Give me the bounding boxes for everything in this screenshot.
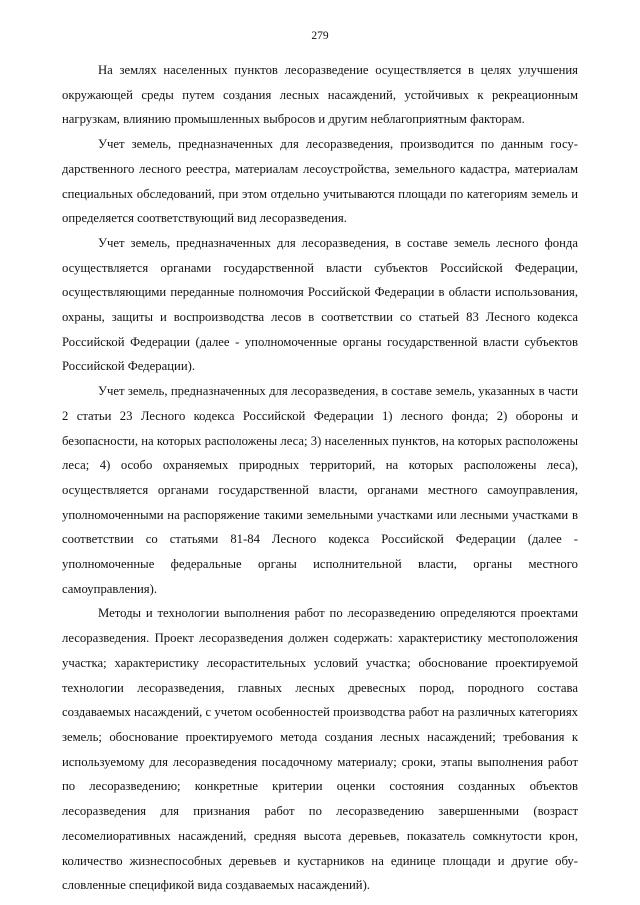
paragraph: Методы и технологии выполнения работ по лесоразведению определяются проектами лесоразведения. Проект лесоразведения должен содержать: характеристику местоположения участка; характеристику лесорастительных условий участка; обоснование проектируемой технологии лесоразведения, главных лесных древесных пород, породного состава создаваемых насаждений, с учетом особенностей производства работ на различных категориях земель; обоснование проектируемого метода создания лесных насаждений; требования к используемому для лесоразведения посадочному материалу; сроки, этапы выполнения работ по лесоразведению; конкретные критерии оценки состояния созданных объектов лесоразведения для признания работ по лесоразведению завершенными (возраст лесомелиоративных насаждений, средняя высота деревьев, показатель сомкнутости крон, количество жизнеспособных деревьев и кустарников на единице площади и другие обусловленные спецификой вида создаваемых насаждений). <box>62 606 578 893</box>
document-body <box>62 58 578 898</box>
paragraph: На землях населенных пунктов лесоразведение осуществляется в целях улучшения окружающей среды путем создания лесных насаждений, устойчивых к рекреационным нагрузкам, влиянию промышленных выбросов и другим неблагоприятным факторам. <box>62 63 578 127</box>
paragraph: Учет земель, предназначенных для лесоразведения, в составе земель, указанных в части 2 статьи 23 Лесного кодекса Российской Федерации 1) лесного фонда; 2) обороны и безопасности, на которых расположены леса; 3) населенных пунктов, на которых расположены леса; 4) особо охраняемых природных территорий, на которых расположены леса), осуществляется органами государственной власти, органами местного самоуправления, уполномоченными на распоряжение такими земельными участками или лесными участками в соответствии со статьями 81-84 Лесного кодекса Российской Федерации (далее - уполномоченные федеральные органы исполнительной власти, органы местного самоуправления). <box>62 384 578 596</box>
paragraph: Учет земель, предназначенных для лесоразведения, производится по данным государственного лесного реестра, материалам лесоустройства, земельного кадастра, материалам специальных обследований, при этом отдельно учитываются площади по категориям земель и определяется соответствующий вид лесоразведения. <box>62 137 578 226</box>
page-number: 279 <box>311 30 329 42</box>
paragraph: Учет земель, предназначенных для лесоразведения, в составе земель лесного фонда осуществляется органами государственной власти субъектов Российской Федерации, осуществляющими переданные полномочия Российской Федерации в области использования, охраны, защиты и воспроизводства лесов в соответствии со статьей 83 Лесного кодекса Российской Федерации (далее - уполномоченные органы государственной власти субъектов Российской Федерации). <box>62 235 578 374</box>
